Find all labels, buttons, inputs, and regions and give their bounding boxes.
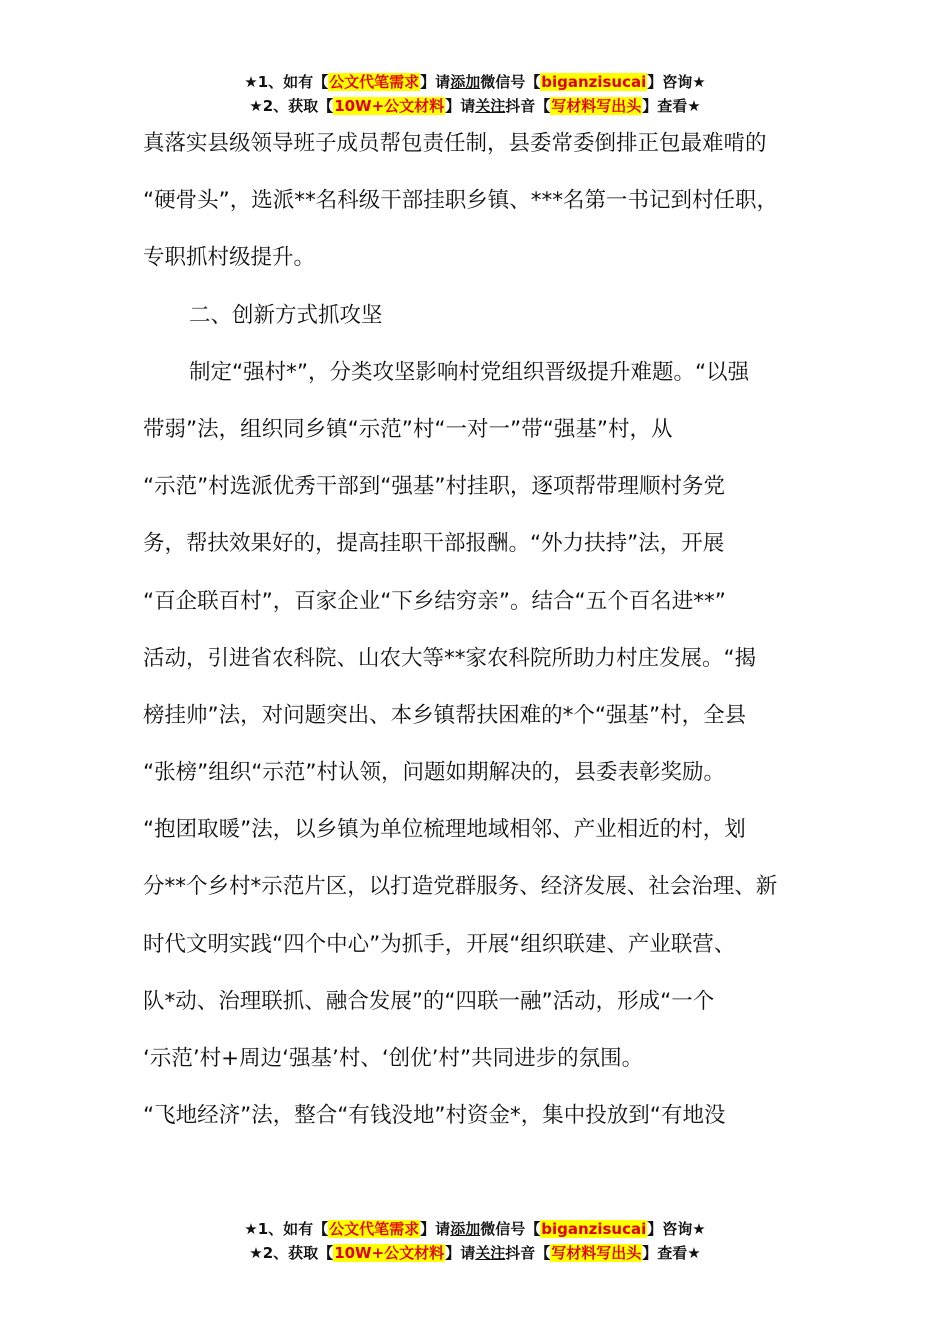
banner-text: 抖音【 xyxy=(505,97,551,115)
banner-text: 】请 xyxy=(445,1244,476,1262)
banner-emphasis: 关注 xyxy=(475,1244,506,1262)
banner-text: ★1、如有【 xyxy=(244,1220,329,1238)
body-line: 专职抓村级提升。 xyxy=(143,245,316,271)
body-line: 真落实县级领导班子成员帮包责任制，县委常委倒排正包最难啃的 xyxy=(143,131,767,156)
body-line: 队*动、治理联抓、融合发展”的“四联一融”活动，形成“一个 xyxy=(143,988,715,1014)
body-line: 制定“强村*”，分类攻坚影响村党组织晋级提升难题。“以强 xyxy=(189,359,750,385)
body-line: “示范”村选派优秀干部到“强基”村挂职，逐项帮带理顺村务党 xyxy=(143,474,726,500)
banner-text: ★2、获取【 xyxy=(249,97,334,115)
banner-text: 】请 xyxy=(420,73,451,91)
banner-text: 】查看★ xyxy=(642,1244,701,1262)
header-banner xyxy=(0,70,950,118)
section-heading: 二、创新方式抓攻坚 xyxy=(189,302,383,328)
banner-highlight: 10W+公文材料 xyxy=(334,97,445,115)
banner-text: ★2、获取【 xyxy=(249,1244,334,1262)
banner-line-1 xyxy=(0,1217,950,1241)
body-line: “硬骨头”，选派**名科级干部挂职乡镇、***名第一书记到村任职， xyxy=(143,188,779,214)
banner-line-2 xyxy=(0,1241,950,1265)
banner-emphasis: 添加 xyxy=(450,73,481,91)
body-line: ‘示范’村+周边‘强基’村、‘创优’村”共同进步的氛围。 xyxy=(143,1046,644,1071)
document-body xyxy=(143,115,833,1144)
banner-line-1 xyxy=(0,70,950,94)
banner-text: 】请 xyxy=(420,1220,451,1238)
banner-highlight: 写材料写出头 xyxy=(551,1244,642,1262)
banner-text: ★1、如有【 xyxy=(244,73,329,91)
banner-emphasis: 关注 xyxy=(475,97,506,115)
body-line: 带弱”法，组织同乡镇“示范”村“一对一”带“强基”村，从 xyxy=(143,416,673,442)
banner-highlight: 写材料写出头 xyxy=(551,97,642,115)
banner-highlight: 公文代笔需求 xyxy=(329,1220,420,1238)
body-line: 活动，引进省农科院、山农大等**家农科院所助力村庄发展。“揭 xyxy=(143,645,757,671)
banner-text: 】咨询★ xyxy=(647,73,706,91)
banner-text: 】咨询★ xyxy=(647,1220,706,1238)
body-line: “百企联百村”，百家企业“下乡结穷亲”。结合“五个百名进**” xyxy=(143,588,726,614)
banner-text: 】查看★ xyxy=(642,97,701,115)
banner-text: 抖音【 xyxy=(505,1244,551,1262)
body-line: 时代文明实践“四个中心”为抓手，开展“组织联建、产业联营、 xyxy=(143,931,736,957)
body-line: 分**个乡村*示范片区，以打造党群服务、经济发展、社会治理、新 xyxy=(143,874,778,900)
body-line: “抱团取暖”法，以乡镇为单位梳理地域相邻、产业相近的村，划 xyxy=(143,817,746,843)
banner-text: 微信号【 xyxy=(480,1220,541,1238)
banner-highlight: biganzisucai xyxy=(541,73,647,91)
banner-text: 】请 xyxy=(445,97,476,115)
banner-emphasis: 添加 xyxy=(450,1220,481,1238)
banner-highlight: 公文代笔需求 xyxy=(329,73,420,91)
footer-banner xyxy=(0,1217,950,1265)
banner-highlight: biganzisucai xyxy=(541,1220,647,1238)
body-line: 务，帮扶效果好的，提高挂职干部报酬。“外力扶持”法，开展 xyxy=(143,531,725,557)
body-line: 榜挂帅”法，对问题突出、本乡镇帮扶困难的*个“强基”村，全县 xyxy=(143,702,747,728)
body-line: “张榜”组织“示范”村认领，问题如期解决的，县委表彰奖励。 xyxy=(143,760,726,786)
banner-text: 微信号【 xyxy=(480,73,541,91)
body-line: “飞地经济”法，整合“有钱没地”村资金*，集中投放到“有地没 xyxy=(143,1103,726,1129)
banner-highlight: 10W+公文材料 xyxy=(334,1244,445,1262)
